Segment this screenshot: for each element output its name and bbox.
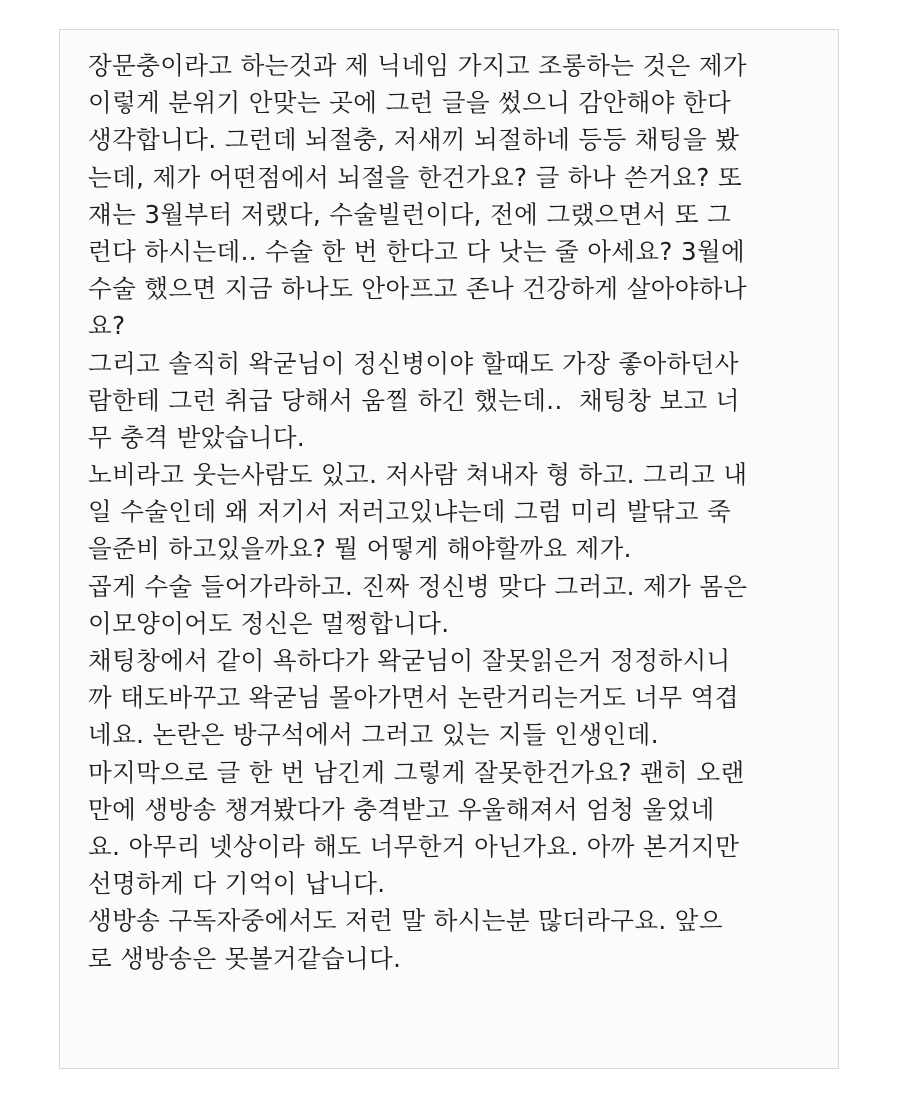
post-text-line: 무 충격 받았습니다. (88, 422, 306, 452)
post-text-line: 는데, 제가 어떤점에서 뇌절을 한건가요? 글 하나 쓴거요? 또 (88, 162, 743, 192)
post-text-line: 로 생방송은 못볼거같습니다. (88, 943, 402, 973)
post-text-line: 까 태도바꾸고 왁굳님 몰아가면서 논란거리는거도 너무 역겹 (88, 683, 739, 713)
post-text-line: 만에 생방송 챙겨봤다가 충격받고 우울해져서 엄청 울었네 (88, 794, 715, 824)
post-text-line: 수술 했으면 지금 하나도 안아프고 존나 건강하게 살아야하나 (88, 274, 747, 304)
post-text-line: 요. 아무리 넷상이라 해도 너무한거 아닌가요. 아까 본거지만 (88, 831, 740, 861)
post-text-line: 장문충이라고 하는것과 제 닉네임 가지고 조롱하는 것은 제가 (88, 51, 747, 80)
post-text-line: 그리고 솔직히 왁굳님이 정신병이야 할때도 가장 좋아하던사 (88, 348, 739, 378)
post-text-line: 이렇게 분위기 안맞는 곳에 그런 글을 썼으니 감안해야 한다 (88, 88, 732, 118)
post-text-line: 쟤는 3월부터 저랬다, 수술빌런이다, 전에 그랬으면서 또 그 (88, 199, 732, 229)
post-text-line: 일 수술인데 왜 저기서 저러고있냐는데 그럼 미리 발닦고 죽 (88, 497, 732, 527)
post-text-line: 을준비 하고있을까요? 뭘 어떻게 해야할까요 제가. (88, 534, 632, 564)
post-text-line: 노비라고 웃는사람도 있고. 저사람 쳐내자 형 하고. 그리고 내 (88, 460, 748, 490)
post-text-line: 이모양이어도 정신은 멀쩡합니다. (88, 608, 450, 638)
post-text-line: 생방송 구독자중에서도 저런 말 하시는분 많더라구요. 앞으 (88, 906, 723, 936)
post-body-text (88, 47, 814, 977)
post-content-box (59, 29, 839, 1069)
post-text-line: 런다 하시는데.. 수술 한 번 한다고 다 낫는 줄 아세요? 3월에 (88, 236, 746, 266)
post-text-line: 마지막으로 글 한 번 남긴게 그렇게 잘못한건가요? 괜히 오랜 (88, 757, 745, 787)
post-text-line: 채팅창에서 같이 욕하다가 왁굳님이 잘못읽은거 정정하시니 (88, 646, 731, 675)
post-text-line: 네요. 논란은 방구석에서 그러고 있는 지들 인생인데. (88, 720, 659, 750)
post-text-line: 람한테 그런 취급 당해서 움찔 하긴 했는데.. 채팅창 보고 너 (88, 385, 740, 415)
post-text-line: 선명하게 다 기억이 납니다. (88, 869, 386, 899)
post-text-line: 요? (88, 311, 126, 341)
post-text-line: 곱게 수술 들어가라하고. 진짜 정신병 맞다 그러고. 제가 몸은 (88, 571, 748, 601)
post-text-line: 생각합니다. 그런데 뇌절충, 저새끼 뇌절하네 등등 채팅을 봤 (88, 125, 740, 155)
